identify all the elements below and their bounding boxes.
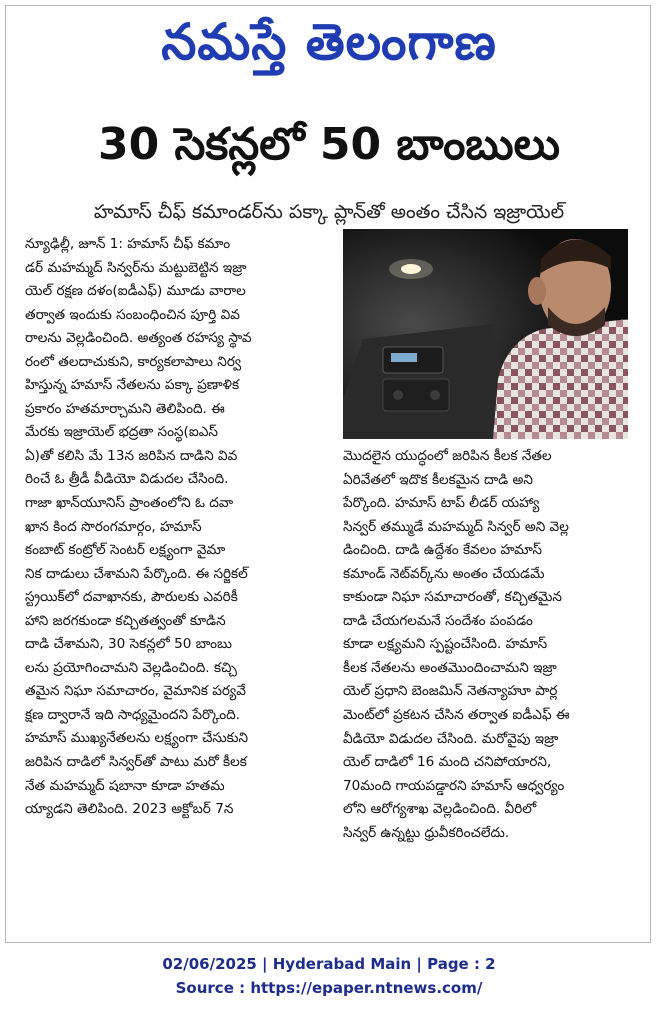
newspaper-masthead: నమస్తే తెలంగాణ [161, 13, 497, 71]
article-text-line: న్యూఢిల్లీ, జూన్ 1: హమాస్ చీఫ్ కమాం [25, 236, 231, 252]
article-text-line: లోని ఆరోగ్యశాఖ వెల్లడించింది. వీరిలో [343, 801, 537, 818]
article-text-line: పేర్కొంది. హమాస్ టాప్ లీడర్ యహ్యా [343, 495, 540, 512]
article-text-line: ఖాన కింద సొరంగమార్గం, హమాస్ [25, 518, 202, 535]
article-text-line: రించే ఓ త్రీడీ వీడియో విడుదల చేసింది. [25, 471, 229, 488]
article-right-column [343, 445, 628, 845]
article-text-line: యెల్ ప్రధాని బెంజమిన్ నెతన్యాహూ పార్ల [343, 683, 558, 700]
article-text-line: 70మంది గాయపడ్డారని హమాస్ ఆధ్వర్యం [343, 777, 565, 794]
article-text-line: కీలక నేతలను అంతమొందించామని ఇజ్రా [343, 659, 557, 676]
article-subheadline: హమాస్ చీఫ్ కమాండర్‌ను పక్కా ప్లాన్‌తో అంతం చేసిన ఇజ్రాయెల్ [93, 201, 565, 223]
article-text-line: ఏరివేతలో ఇదొక కీలకమైన దాడి అని [343, 471, 533, 488]
article-text-line: జరిపిన దాడిలో సిన్వర్‌తో పాటు మరో కీలక [25, 754, 247, 771]
article-text-line: నేత మహమ్మద్ షబానా కూడా హతమ [25, 777, 225, 794]
article-text-line: డర్ మహమ్మద్ సిన్వర్‌ను మట్టుబెట్టిన ఇజ్రా [25, 259, 247, 276]
article-text-line: డించింది. దాడి ఉద్దేశం కేవలం హమాస్ [343, 542, 543, 559]
article-text-line: హాని జరగకుండా కచ్చితత్వంతో కూడిన [25, 612, 226, 629]
article-text-line: హమాస్ ముఖ్యనేతలను లక్ష్యంగా చేసుకుని [25, 730, 248, 747]
article-text-line: మెంట్‌లో ప్రకటన చేసిన తర్వాత ఐడీఎఫ్ ఈ [343, 707, 570, 724]
article-text-line: హిస్తున్న హమాస్ నేతలను పక్కా ప్రణాళిక [25, 377, 240, 394]
article-text-line: తర్వాత ఇందుకు సంబంధించిన పూర్తి వివ [25, 306, 240, 323]
article-headline: 30 సెకన్లలో 50 బాంబులు [97, 119, 561, 170]
source-link[interactable]: Source : https://epaper.ntnews.com/ [175, 979, 483, 997]
article-text-line: య్యాడని తెలిపింది. 2023 అక్టోబర్ 7న [25, 801, 234, 818]
article-text-line: నిక దాడులు చేశామని పేర్కొంది. ఈ సర్జికల్ [25, 565, 248, 582]
article-text-line: కమాండ్ నెట్‌వర్క్‌ను అంతం చేయడమే [343, 565, 545, 582]
article-text-line: దాడి చేయగలమనే సందేశం పంపడం [343, 612, 533, 629]
article-text-line: స్ట్రయిక్‌లో దవాఖానకు, పౌరులకు ఎవరికీ [25, 589, 238, 606]
article-text-line: దాడి చేశామని, 30 సెకన్లలో 50 బాంబు [25, 636, 232, 653]
photo-car-interior-image [343, 229, 628, 439]
article-text-line: యెల్ రక్షణ దళం(ఐడీఎఫ్) మూడు వారాల [25, 283, 246, 300]
article-text-line: ఏ)తో కలిసి మే 13న జరిపిన దాడిని వివ [25, 447, 238, 464]
article-text-line: గాజా ఖాన్‌యూనిస్ ప్రాంతంలోని ఓ దవా [25, 495, 234, 512]
article-text-line: సిన్వర్ తమ్ముడే మహమ్మద్ సిన్వర్ అని వెల్ల [343, 518, 569, 535]
article-text-line: కంబాట్ కంట్రోల్ సెంటర్ లక్ష్యంగా వైమా [25, 542, 226, 559]
article-text-line: క్షణ ద్వారానే ఇది సాధ్యమైందని పేర్కొంది. [25, 706, 241, 723]
article-text-line: కూడా లక్ష్యమని స్పష్టంచేసింది. హమాస్ [343, 636, 548, 653]
article-text-line: యెల్ దాడిలో 16 మంది చనిపోయారని, [343, 754, 552, 771]
article-text-line: కాకుండా నిఘా సమాచారంతో, కచ్చితమైన [343, 589, 562, 606]
article-text-line: తమైన నిఘా సమాచారం, వైమానిక పర్యవే [25, 683, 246, 700]
article-text-line: రంలో తలదాచుకుని, కార్యకలాపాలు నిర్వ [25, 353, 242, 370]
article-text-line: మేరకు ఇజ్రాయెల్ భద్రతా సంస్థ(ఐఎస్ [25, 424, 218, 441]
article-photo [343, 229, 628, 439]
article-text-line: సిన్వర్ ఉన్నట్టు ధ్రువీకరించలేదు. [343, 824, 510, 841]
article-text-line: మొదలైన యుద్ధంలో జరిపిన కీలక నేతల [343, 448, 552, 464]
page-footer [0, 952, 658, 1000]
edition-info: 02/06/2025 | Hyderabad Main | Page : 2 [162, 955, 496, 973]
article-text-line: రాలను వెల్లడించింది. అత్యంత రహస్య స్థావ [25, 330, 252, 347]
article-text-line: ప్రకారం హతమార్చామని తెలిపింది. ఈ [25, 400, 225, 417]
article-left-column [25, 233, 328, 822]
article-text-line: వీడియో విడుదల చేసింది. మరోవైపు ఇజ్రా [343, 730, 559, 747]
article-text-line: లను ప్రయోగించామని వెల్లడించింది. కచ్చి [25, 659, 237, 676]
